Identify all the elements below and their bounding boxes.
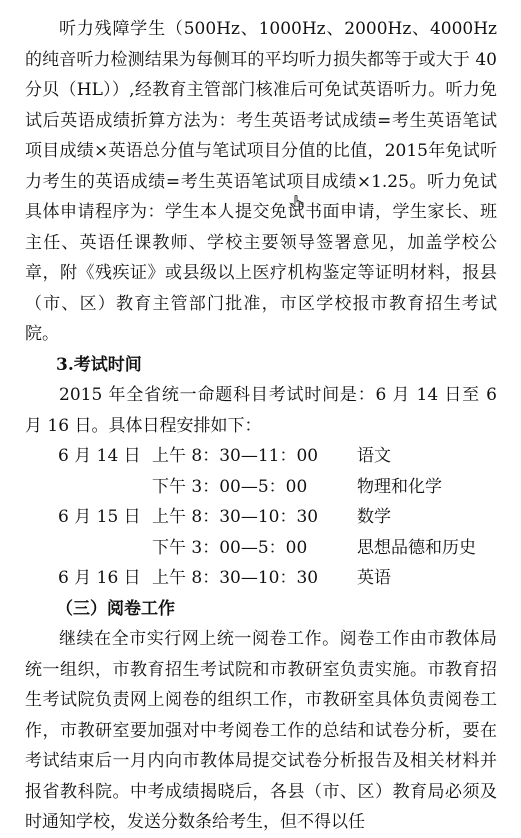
schedule-subject: 语文 bbox=[357, 446, 391, 466]
exam-time-intro: 2015 年全省统一命题科目考试时间是：6 月 14 日至 6 月 16 日。具体日程安排如下： bbox=[25, 385, 497, 436]
marking-paragraph: 继续在全市实行网上统一阅卷工作。阅卷工作由市教体局统一组织，市教育招生考试院和市教研室负责实施。市教育招生考试院负责网上阅卷的组织工作，市教研室具体负责阅卷工作，市教研室要加强对中考阅卷工作的总结和试卷分析，要在考试结束后一月内向市教体局提交试卷分析报告及相关材料并报省教科院。中考成绩揭晓后，各县（市、区）教育局必须及时通知学校，发送分数条给考生，但不得以任 bbox=[25, 629, 497, 832]
schedule-time: 上午 8：30—10：30 bbox=[152, 507, 319, 527]
schedule-subject: 物理和化学 bbox=[357, 476, 442, 497]
schedule-time: 上午 8：30—10：30 bbox=[152, 568, 319, 588]
hand-pointer-icon bbox=[291, 195, 305, 211]
schedule-time: 下午 3：00—5：00 bbox=[152, 537, 308, 558]
marking-heading: （三）阅卷工作 bbox=[56, 598, 175, 619]
schedule-row bbox=[25, 563, 497, 594]
schedule-row bbox=[25, 441, 497, 472]
schedule-time: 上午 8：30—11：00 bbox=[152, 446, 319, 466]
schedule-date bbox=[25, 472, 152, 503]
schedule-row bbox=[25, 533, 497, 564]
schedule-date: 6 月 16 日 bbox=[58, 568, 141, 588]
schedule-time: 下午 3：00—5：00 bbox=[152, 476, 308, 497]
schedule-date: 6 月 15 日 bbox=[58, 507, 141, 527]
schedule-date: 6 月 14 日 bbox=[58, 446, 141, 466]
schedule-subject: 思想品德和历史 bbox=[357, 537, 476, 558]
schedule-date bbox=[25, 533, 152, 564]
schedule-row bbox=[25, 472, 497, 503]
schedule-subject: 英语 bbox=[357, 568, 391, 588]
schedule-row bbox=[25, 502, 497, 533]
exam-schedule bbox=[25, 441, 497, 594]
exam-time-heading: 3.考试时间 bbox=[56, 354, 142, 375]
schedule-subject: 数学 bbox=[357, 507, 391, 527]
hearing-exemption-paragraph: 听力残障学生（500Hz、1000Hz、2000Hz、4000Hz 的纯音听力检测结果为每侧耳的平均听力损失都等于或大于 40分贝（HL））,经教育主管部门核准后可免试英语听力。听力免试后英语成绩折算方法为：考生英语考试成绩=考生英语笔试项目成绩×英语总分值与笔试项目分值的比值，2015年免试听力考生的英语成绩=考生英语笔试项目成绩×1.25。听力免试具体申请程序为：学生本人提交免试书面申请，学生家长、班主任、英语任课教师、学校主要领导签署意见，加盖学校公章，附《残疾证》或县级以上医疗机构鉴定等证明材料，报县（市、区）教育主管部门批准，市区学校报市教育招生考试院。 bbox=[25, 19, 497, 344]
